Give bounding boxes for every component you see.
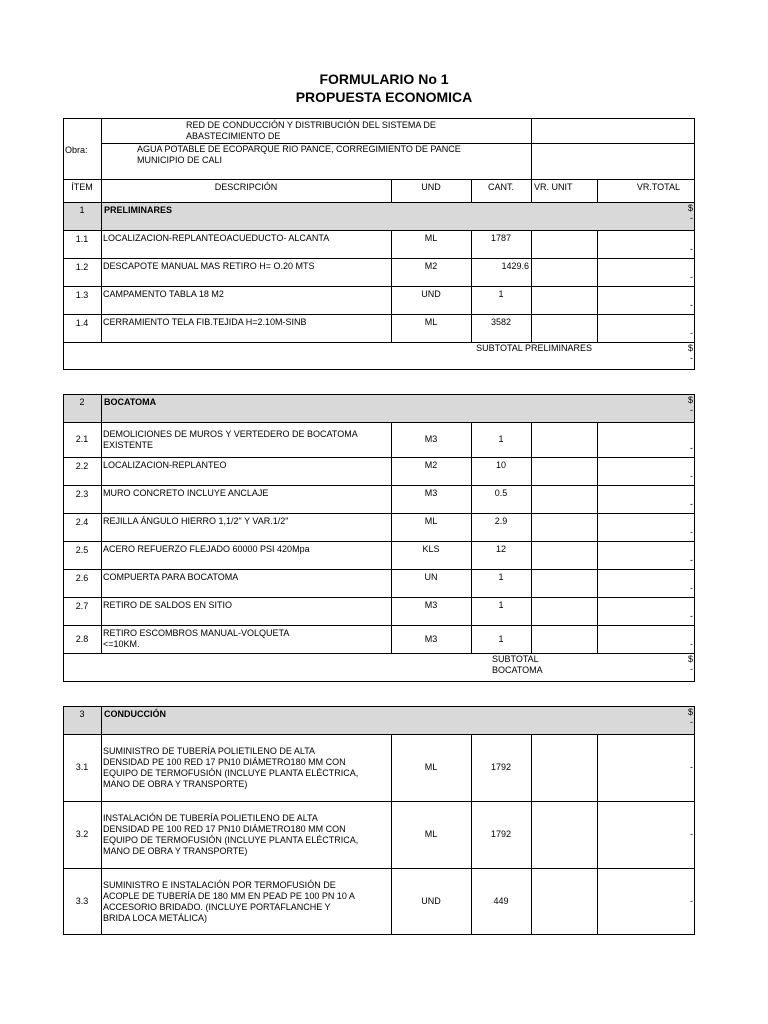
col-unit: UND (421, 182, 441, 192)
row-total: - (690, 499, 693, 509)
row-total: - (690, 272, 693, 282)
grid-line (531, 625, 532, 653)
row-unit: ML (424, 762, 438, 772)
grid-line (63, 485, 695, 486)
row-total: - (690, 443, 693, 453)
row-description: SUMINISTRO DE TUBERÍA POLIETILENO DE ALTA DENSIDAD PE 100 RED 17 PN10 DIÁMETRO180 MM CON EQUIPO DE TERMOFUSIÓN (INCLUYE PLANTA ELÉCTRICA, MANO DE OBRA Y TRANSPORTE) (103, 745, 359, 789)
grid-line (101, 801, 102, 868)
row-description: DESCAPOTE MANUAL MAS RETIRO H= O.20 MTS (103, 261, 315, 271)
subtotal-dash: - (690, 353, 693, 363)
row-quantity: 1 (498, 434, 504, 444)
grid-line (101, 457, 102, 485)
grid-line (531, 801, 532, 868)
section-subtotal-label: SUBTOTAL BOCATOMA (492, 654, 543, 675)
row-item: 2.6 (75, 573, 89, 583)
grid-line (101, 202, 102, 230)
section-currency: $ (687, 203, 693, 213)
grid-line (531, 569, 532, 597)
grid-line (63, 286, 695, 287)
row-unit: M2 (424, 261, 438, 271)
row-total: - (690, 896, 693, 906)
row-item: 2.2 (75, 461, 89, 471)
grid-line (63, 625, 695, 626)
grid-line (63, 801, 695, 802)
grid-line (101, 422, 102, 457)
grid-line (63, 734, 695, 735)
row-description: RETIRO DE SALDOS EN SITIO (103, 600, 233, 610)
grid-line (531, 258, 532, 286)
row-unit: UN (424, 572, 438, 582)
col-unit-price: VR. UNIT (534, 182, 573, 192)
subtotal-currency: $ (687, 654, 693, 664)
row-unit: M3 (424, 633, 438, 644)
col-description: DESCRIPCIÓN (214, 182, 278, 192)
section-name: BOCATOMA (104, 397, 157, 407)
section-currency: $ (687, 395, 693, 405)
row-unit: ML (424, 829, 438, 839)
row-unit: ML (424, 233, 438, 243)
row-item: 2.5 (75, 545, 89, 555)
row-item: 3.1 (75, 762, 89, 772)
row-total: - (690, 471, 693, 481)
grid-line (531, 422, 532, 457)
row-unit: M3 (424, 600, 438, 610)
row-quantity: 1792 (490, 762, 512, 772)
grid-line (101, 394, 102, 422)
grid-line (101, 314, 102, 342)
row-quantity: 2.9 (494, 516, 508, 526)
row-total: - (690, 527, 693, 537)
row-quantity: 3582 (490, 317, 512, 327)
row-quantity: 1792 (490, 829, 512, 839)
row-description: REJILLA ÁNGULO HIERRO 1,1/2" Y VAR.1/2" (103, 516, 289, 526)
row-quantity: 1 (498, 572, 504, 582)
row-description: LOCALIZACION-REPLANTEOACUEDUCTO- ALCANTA (103, 233, 330, 243)
section-name: PRELIMINARES (104, 205, 173, 215)
grid-line (101, 734, 102, 801)
row-quantity: 12 (495, 544, 506, 554)
section-number: 1 (79, 205, 85, 215)
row-total: - (690, 583, 693, 593)
grid-line (101, 541, 102, 569)
row-description: MURO CONCRETO INCLUYE ANCLAJE (103, 488, 269, 498)
grid-line (531, 597, 532, 625)
grid-line (63, 597, 695, 598)
grid-line (531, 513, 532, 541)
row-description: LOCALIZACION-REPLANTEO (103, 460, 227, 470)
row-item: 3.2 (75, 829, 89, 839)
row-item: 2.3 (75, 489, 89, 499)
obra-label: Obra: (65, 145, 88, 155)
grid-line (101, 513, 102, 541)
row-quantity: 10 (495, 460, 506, 470)
section-dash: - (690, 717, 693, 727)
grid-line (531, 868, 532, 935)
row-unit: ML (424, 317, 438, 327)
row-unit: M3 (424, 434, 438, 444)
row-description: ACERO REFUERZO FLEJADO 60000 PSI 420Mpa (103, 544, 310, 554)
grid-line (63, 868, 695, 869)
obra-name-line1: RED DE CONDUCCIÓN Y DISTRIBUCIÓN DEL SISTEMA DE ABASTECIMIENTO DE (186, 120, 436, 141)
section-name: CONDUCCIÓN (104, 709, 166, 719)
section-number: 2 (79, 397, 85, 407)
grid-line (101, 625, 102, 653)
grid-line (63, 653, 695, 654)
section-subtotal-label: SUBTOTAL PRELIMINARES (476, 343, 592, 353)
grid-line (63, 230, 695, 231)
row-item: 2.4 (75, 517, 89, 527)
grid-line (531, 179, 532, 203)
grid-line (63, 422, 695, 423)
grid-line (63, 258, 695, 259)
section-currency: $ (687, 707, 693, 717)
row-total: - (690, 244, 693, 254)
row-total: - (690, 639, 693, 649)
grid-line (101, 868, 102, 935)
grid-line (101, 706, 102, 734)
row-description: SUMINISTRO E INSTALACIÓN POR TERMOFUSIÓN DE ACOPLE DE TUBERÍA DE 180 MM EN PEAD PE 100 PN 10 A ACCESORIO BRIDADO. (INCLUYE PORTAFLANCHE Y BRIDA LOCA METÁLICA) (103, 879, 355, 923)
row-item: 2.1 (75, 434, 89, 444)
form-title: FORMULARIO No 1 (319, 71, 449, 87)
grid-line (531, 118, 532, 180)
row-description: COMPUERTA PARA BOCATOMA (103, 572, 239, 582)
row-item: 3.3 (75, 896, 89, 906)
grid-line (101, 230, 102, 258)
grid-line (101, 569, 102, 597)
row-unit: ML (424, 516, 438, 526)
row-unit: KLS (422, 544, 440, 554)
row-unit: M3 (424, 488, 438, 498)
row-total: - (690, 328, 693, 338)
subtotal-dash: - (690, 664, 693, 674)
grid-line (63, 513, 695, 514)
row-quantity: 1787 (490, 233, 512, 243)
row-quantity: 1 (498, 289, 504, 299)
row-total: - (690, 762, 693, 772)
row-item: 1.2 (75, 262, 89, 272)
form-subtitle: PROPUESTA ECONOMICA (295, 89, 473, 105)
grid-line (101, 286, 102, 314)
row-unit: UND (421, 896, 441, 906)
row-item: 2.8 (75, 633, 89, 644)
col-item: ÍTEM (71, 182, 93, 192)
row-description: CERRAMIENTO TELA FIB.TEJIDA H=2.10M-SINB (103, 317, 307, 327)
col-total: VR.TOTAL (636, 182, 680, 192)
row-description: DEMOLICIONES DE MUROS Y VERTEDERO DE BOCATOMA EXISTENTE (103, 428, 358, 450)
grid-line (531, 734, 532, 801)
row-total: - (690, 555, 693, 565)
row-unit: M2 (424, 460, 438, 470)
grid-line (101, 485, 102, 513)
grid-line (101, 597, 102, 625)
grid-line (63, 314, 695, 315)
grid-line (531, 485, 532, 513)
row-total: - (690, 829, 693, 839)
section-dash: - (690, 213, 693, 223)
row-item: 2.7 (75, 601, 89, 611)
grid-line (531, 286, 532, 314)
section-number: 3 (79, 709, 85, 719)
row-total: - (690, 300, 693, 310)
row-description: INSTALACIÓN DE TUBERÍA POLIETILENO DE ALTA DENSIDAD PE 100 RED 17 PN10 DIÁMETRO180 MM CON EQUIPO DE TERMOFUSIÓN (INCLUYE PLANTA ELÉCTRICA, MANO DE OBRA Y TRANSPORTE) (103, 812, 359, 856)
row-item: 1.4 (75, 318, 89, 328)
grid-line (63, 541, 695, 542)
col-quantity: CANT. (487, 182, 514, 192)
obra-name-line2: AGUA POTABLE DE ECOPARQUE RIO PANCE, CORREGIMIENTO DE PANCE MUNICIPIO DE CALI (137, 144, 461, 165)
row-quantity: 1 (498, 633, 504, 644)
grid-line (531, 541, 532, 569)
row-item: 1.1 (75, 234, 89, 244)
grid-line (531, 457, 532, 485)
section-dash: - (690, 405, 693, 415)
row-quantity: 0.5 (494, 488, 508, 498)
grid-line (63, 569, 695, 570)
subtotal-currency: $ (687, 343, 693, 353)
grid-line (101, 258, 102, 286)
row-quantity: 449 (493, 896, 509, 906)
row-unit: UND (421, 289, 441, 299)
row-item: 1.3 (75, 290, 89, 300)
grid-line (63, 457, 695, 458)
grid-line (531, 230, 532, 258)
row-quantity: 1429.6 (501, 261, 529, 271)
row-description: CAMPAMENTO TABLA 18 M2 (103, 289, 224, 299)
row-quantity: 1 (498, 600, 504, 610)
row-total: - (690, 611, 693, 621)
row-description: RETIRO ESCOMBROS MANUAL-VOLQUETA <=10KM. (103, 628, 290, 649)
grid-line (531, 314, 532, 342)
